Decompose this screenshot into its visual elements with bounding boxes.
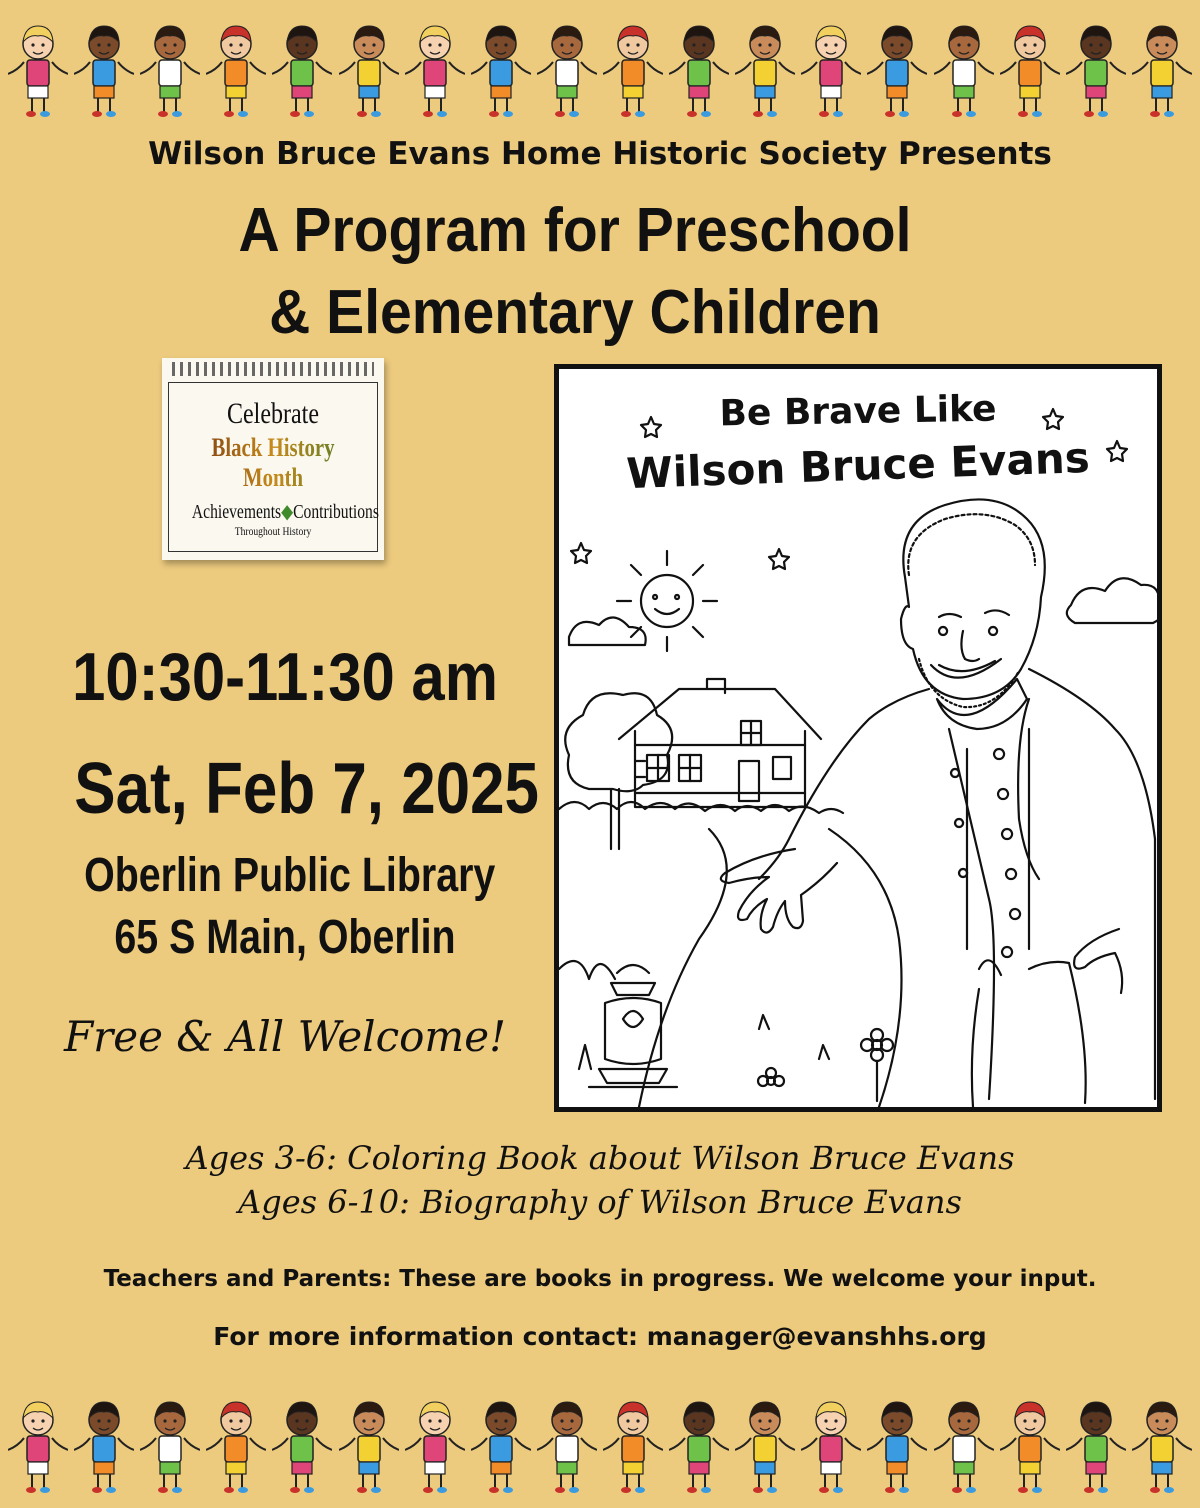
age-programs	[0, 1136, 1200, 1224]
child-cartoon-icon	[603, 1398, 663, 1498]
child-cartoon-icon	[405, 22, 465, 122]
teachers-note: Teachers and Parents: These are books in progress. We welcome your input.	[103, 1266, 1097, 1292]
program-title-line2: & Elementary Children	[269, 278, 881, 347]
child-cartoon-icon	[603, 22, 663, 122]
ages-6-10-program: Ages 6-10: Biography of Wilson Bruce Evans	[238, 1183, 962, 1221]
child-cartoon-icon	[735, 1398, 795, 1498]
child-cartoon-icon	[1000, 1398, 1060, 1498]
child-cartoon-icon	[867, 22, 927, 122]
child-cartoon-icon	[272, 22, 332, 122]
child-cartoon-icon	[537, 1398, 597, 1498]
spiral-binding	[172, 362, 374, 376]
child-cartoon-icon	[140, 1398, 200, 1498]
child-cartoon-icon	[867, 1398, 927, 1498]
notepad-contributions-text: Contributions	[293, 501, 379, 523]
child-cartoon-icon	[471, 22, 531, 122]
event-venue: Oberlin Public Library	[84, 849, 496, 902]
wilson-bruce-evans-figure	[721, 499, 1155, 1107]
star-icon	[769, 549, 789, 569]
dirt-path	[639, 829, 902, 1107]
sun-icon	[617, 551, 717, 651]
program-title	[184, 190, 966, 354]
children-border-bottom	[0, 1398, 1200, 1508]
cloud-icon	[1067, 578, 1157, 623]
notepad-achievements	[191, 499, 379, 524]
flower-icon	[861, 1029, 893, 1101]
cloud-icon	[569, 617, 646, 645]
event-address: 65 S Main, Oberlin	[114, 911, 456, 964]
event-time: 10:30-11:30 am	[72, 639, 498, 715]
notepad-throughout: Throughout History	[234, 524, 312, 538]
child-cartoon-icon	[74, 1398, 134, 1498]
child-cartoon-icon	[1132, 1398, 1192, 1498]
child-cartoon-icon	[934, 1398, 994, 1498]
child-cartoon-icon	[1066, 22, 1126, 122]
child-cartoon-icon	[537, 22, 597, 122]
child-cartoon-icon	[405, 1398, 465, 1498]
notepad-celebrate: Celebrate	[227, 397, 319, 430]
lantern-icon	[589, 965, 677, 1087]
child-cartoon-icon	[8, 22, 68, 122]
presenter-line: Wilson Bruce Evans Home Historic Society Presents	[148, 136, 1052, 172]
coloring-title-line1: Be Brave Like	[719, 388, 997, 435]
contact-line: For more information contact: manager@evanshhs.org	[213, 1322, 987, 1351]
child-cartoon-icon	[1066, 1398, 1126, 1498]
child-cartoon-icon	[934, 22, 994, 122]
notepad-bhm: Black History Month	[190, 433, 356, 493]
child-cartoon-icon	[471, 1398, 531, 1498]
child-cartoon-icon	[669, 22, 729, 122]
children-border-top	[0, 22, 1200, 132]
child-cartoon-icon	[735, 22, 795, 122]
star-icon	[571, 543, 591, 563]
child-cartoon-icon	[801, 1398, 861, 1498]
notepad-frame	[168, 382, 378, 552]
child-cartoon-icon	[206, 22, 266, 122]
ages-3-6-program: Ages 3-6: Coloring Book about Wilson Bruce Evans	[185, 1139, 1015, 1177]
child-cartoon-icon	[140, 22, 200, 122]
child-cartoon-icon	[206, 1398, 266, 1498]
diamond-icon: ◆	[281, 501, 294, 523]
child-cartoon-icon	[1132, 22, 1192, 122]
coloring-page-card	[554, 364, 1162, 1112]
child-cartoon-icon	[1000, 22, 1060, 122]
bushes	[559, 802, 843, 813]
child-cartoon-icon	[8, 1398, 68, 1498]
child-cartoon-icon	[339, 22, 399, 122]
admission-note: Free & All Welcome!	[64, 1012, 506, 1061]
event-date: Sat, Feb 7, 2025	[74, 749, 539, 829]
black-history-month-notepad	[162, 358, 384, 560]
program-title-line1: A Program for Preschool	[238, 196, 912, 265]
child-cartoon-icon	[339, 1398, 399, 1498]
child-cartoon-icon	[801, 22, 861, 122]
coloring-title-line2: Wilson Bruce Evans	[625, 432, 1091, 499]
child-cartoon-icon	[669, 1398, 729, 1498]
notepad-achievements-text: Achievements	[191, 501, 282, 523]
child-cartoon-icon	[272, 1398, 332, 1498]
flower-icon	[758, 1068, 784, 1086]
tree-icon	[565, 693, 672, 849]
child-cartoon-icon	[74, 22, 134, 122]
